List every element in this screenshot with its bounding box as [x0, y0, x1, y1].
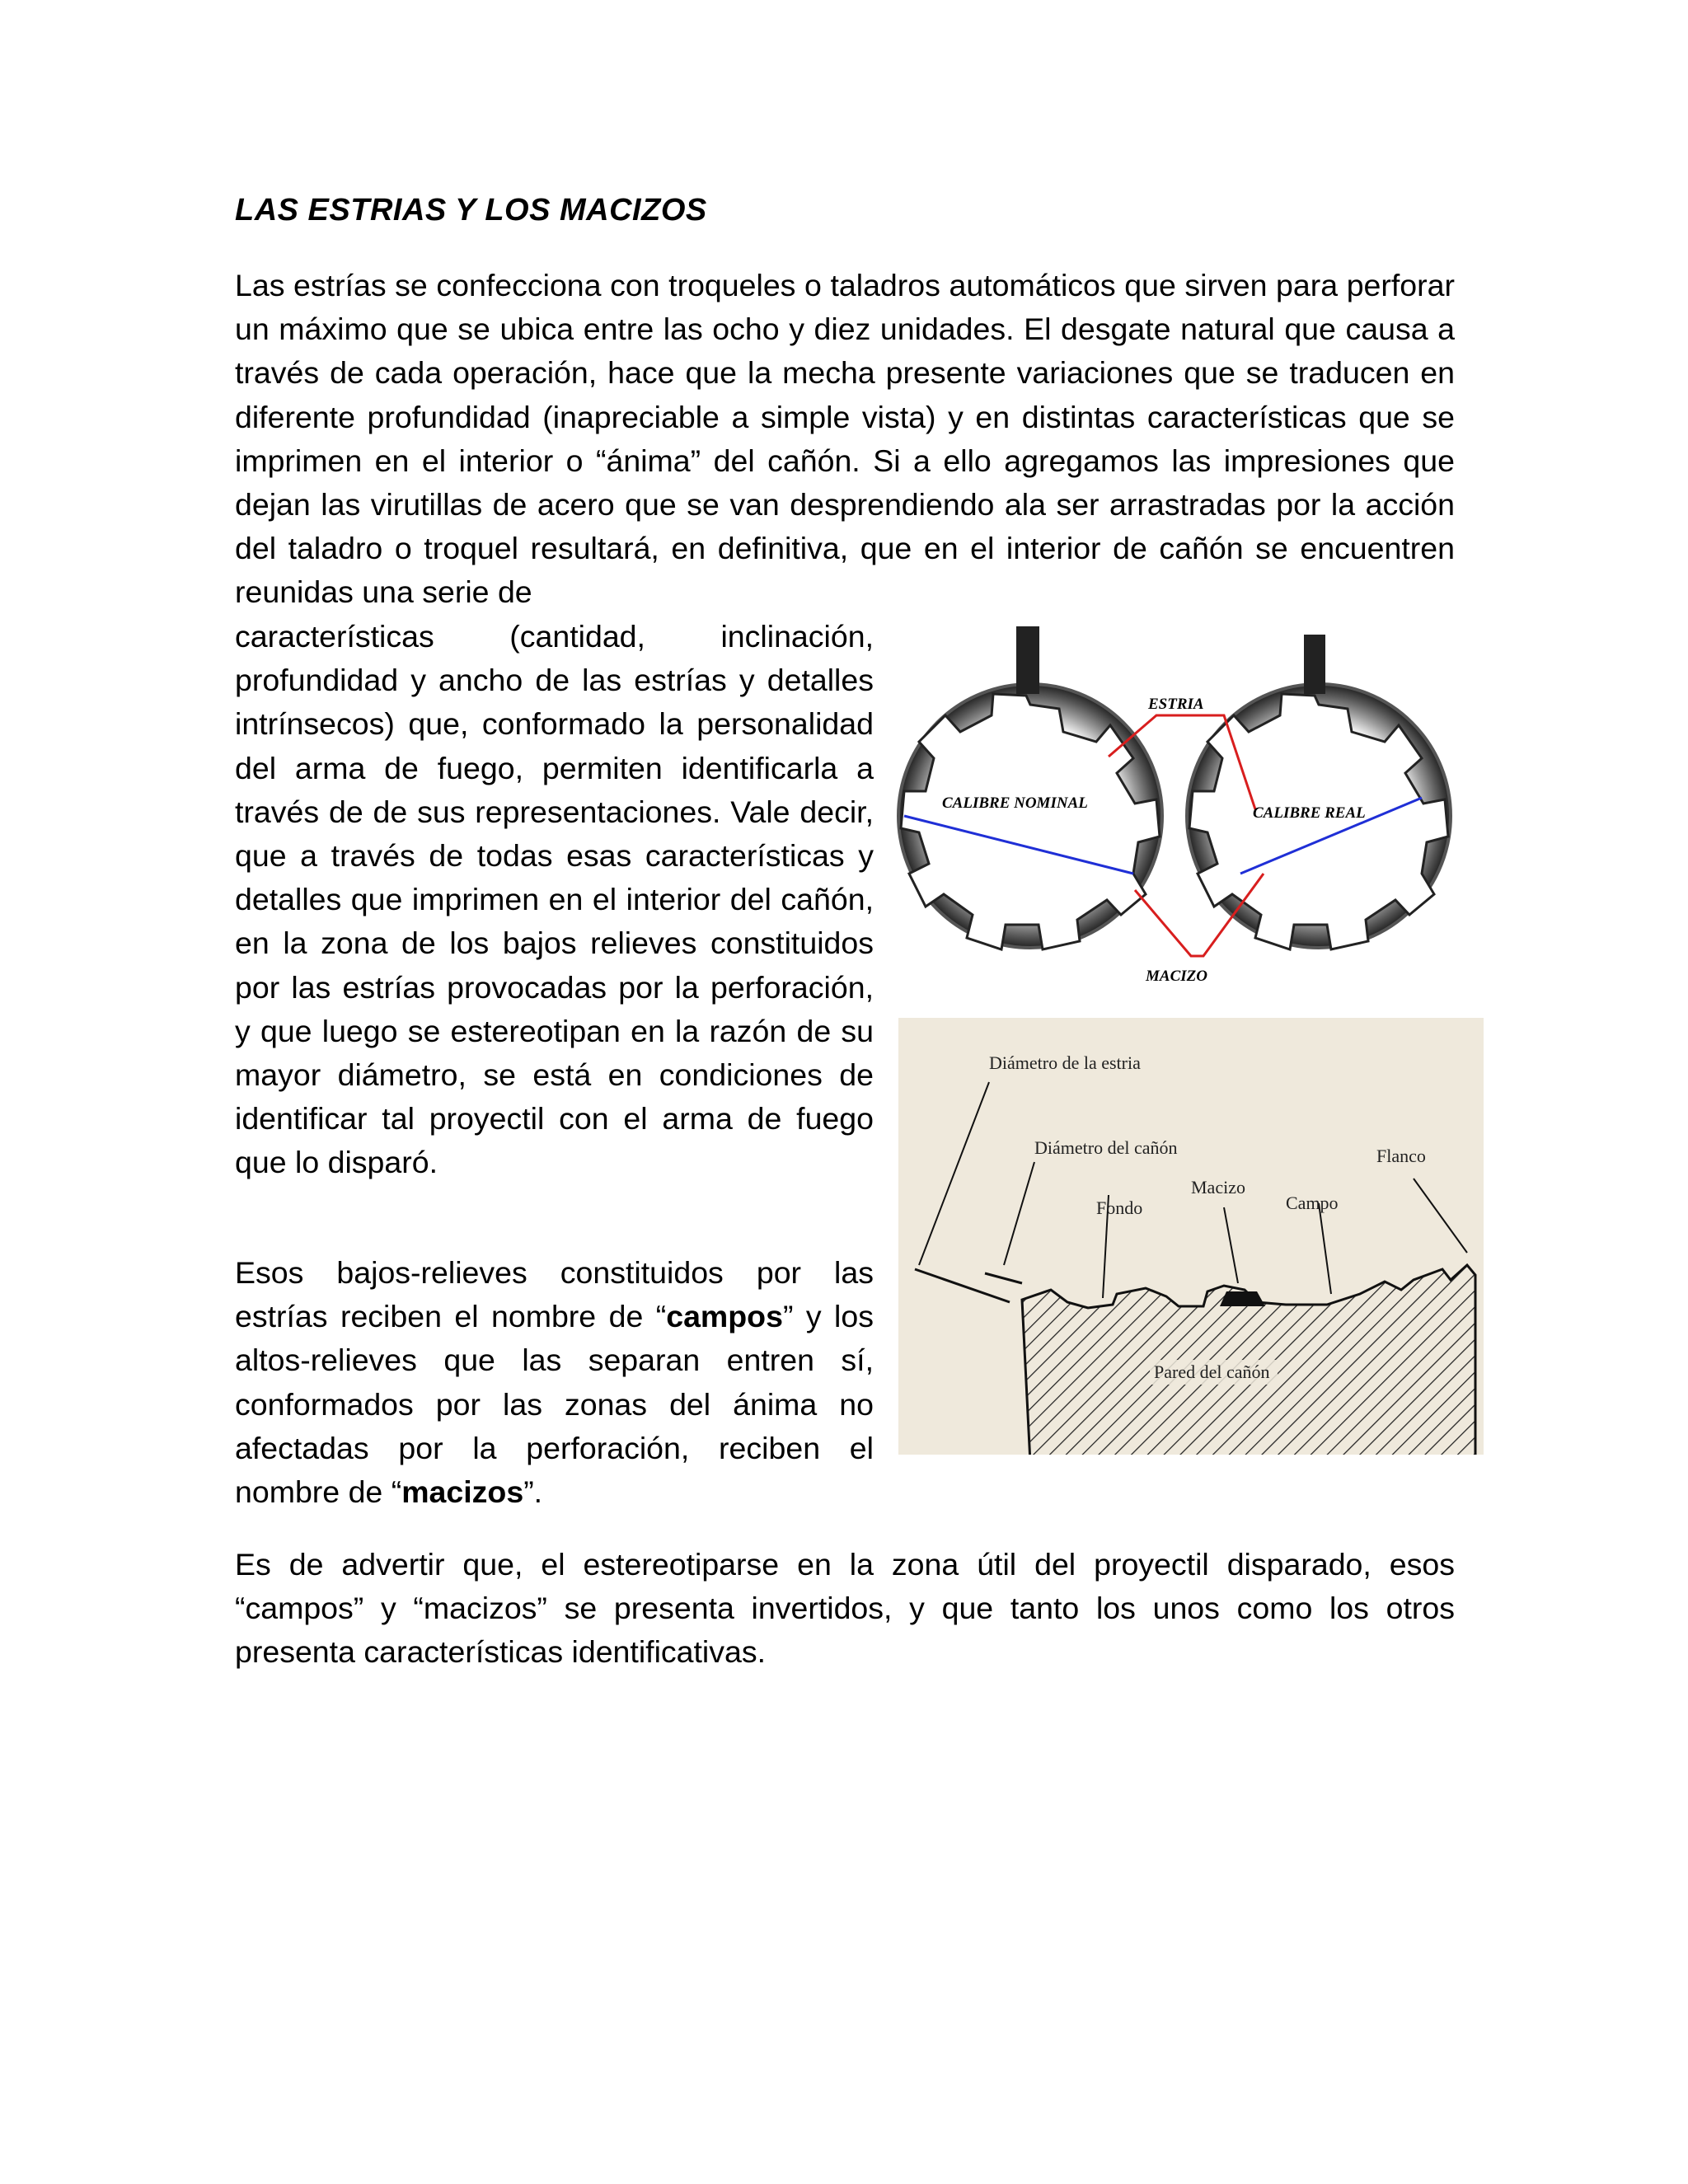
label-pared-canon: Pared del cañón — [1154, 1361, 1270, 1382]
label-fondo: Fondo — [1096, 1197, 1143, 1218]
text-segment: Esos bajos-relieves constituidos por las estrías reciben el nombre de “ — [235, 1255, 874, 1334]
text-segment: ”. — [523, 1474, 543, 1510]
document-title: LAS ESTRIAS Y LOS MACIZOS — [235, 193, 707, 227]
rifling-profile-diagram — [898, 1018, 1484, 1455]
label-diametro-canon: Diámetro del cañón — [1034, 1137, 1178, 1158]
barrel-cross-section-figure — [894, 626, 1463, 997]
text-segment: ” y los altos-relieves que las separan entren sí, conformados por las zonas del ánima no afectadas por la perforación, reciben el nombre de “ — [235, 1299, 874, 1510]
label-estria: ESTRIA — [1148, 696, 1204, 713]
label-macizo: MACIZO — [1146, 968, 1207, 985]
label-calibre-nominal: CALIBRE NOMINAL — [942, 794, 1088, 812]
term-campos: campos — [666, 1299, 783, 1334]
label-calibre-real: CALIBRE REAL — [1253, 804, 1366, 822]
label-diametro-estria: Diámetro de la estria — [989, 1052, 1141, 1073]
label-campo: Campo — [1286, 1193, 1339, 1213]
paragraph-characteristics: características (cantidad, inclinación, profundidad y ancho de las estrías y detalles intrínsecos) que, conformado la personalidad del arma de fuego, permiten identificarla a través de de sus representaciones. Vale decir, que a través de todas esas características y detalles que imprimen en el interior del cañón, en la zona de los bajos relieves constituidos por las estrías provocadas por la perforación, y que luego se estereotipan en la razón de su mayor diámetro, se está en condiciones de identificar tal proyectil con el arma de fuego que lo disparó. — [235, 619, 874, 1180]
label-flanco: Flanco — [1376, 1146, 1426, 1166]
nominal-caliber-ring — [898, 626, 1162, 949]
real-caliber-ring — [1187, 635, 1451, 949]
paragraph-campos-macizos — [235, 1251, 874, 1514]
paragraph-intro: Las estrías se confecciona con troqueles o taladros automáticos que sirven para perforar un máximo que se ubica entre las ocho y diez unidades. El desgate natural que causa a través de cada operación, hace que la mecha presente variaciones que se traducen en diferente profundidad (inapreciable a simple vista) y en distintas características que se imprimen en el interior o “ánima” del cañón. Si a ello agregamos las impresiones que dejan las virutillas de acero que se van desprendiendo ala ser arrastradas por la acción del taladro o troquel resultará, en definitiva, que en el interior de cañón se encuentren reunidas una serie de — [235, 268, 1455, 610]
paragraph-conclusion: Es de advertir que, el estereotiparse en la zona útil del proyectil disparado, esos “campos” y “macizos” se presenta invertidos, y que tanto los unos como los otros presenta características identificativas. — [235, 1547, 1455, 1670]
label-macizo-diagram: Macizo — [1191, 1177, 1245, 1197]
term-macizos: macizos — [401, 1474, 524, 1510]
